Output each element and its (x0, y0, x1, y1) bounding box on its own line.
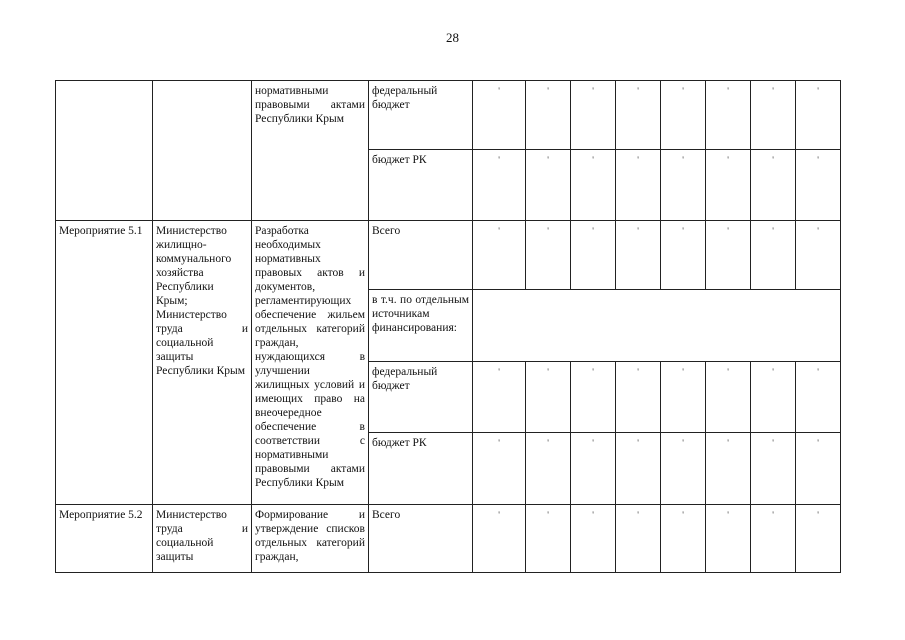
value-cell: ' (571, 362, 616, 433)
value-cell: ' (751, 433, 796, 505)
funding-source-cell: бюджет РК (369, 433, 473, 505)
value-cell: ' (751, 150, 796, 221)
value-cell: ' (706, 433, 751, 505)
value-cell: ' (661, 81, 706, 150)
event-cell: Мероприятие 5.1 (56, 221, 153, 505)
funding-source-cell: в т.ч. по отдельным источникам финансирования: (369, 290, 473, 362)
value-cell: ' (796, 150, 841, 221)
value-cell: ' (616, 221, 661, 290)
executor-cell: Министерство труда и социальной защиты (153, 505, 252, 573)
value-cell: ' (796, 81, 841, 150)
value-cell: ' (616, 433, 661, 505)
empty-span-cell (473, 290, 841, 362)
table-row (56, 221, 841, 290)
value-cell: ' (571, 505, 616, 573)
value-cell: ' (473, 433, 526, 505)
value-cell: ' (526, 433, 571, 505)
value-cell: ' (526, 505, 571, 573)
value-cell: ' (706, 221, 751, 290)
value-cell: ' (796, 505, 841, 573)
value-cell: ' (526, 150, 571, 221)
value-cell: ' (616, 362, 661, 433)
table-row (56, 505, 841, 573)
page-number: 28 (446, 30, 459, 45)
value-cell: ' (526, 362, 571, 433)
value-cell: ' (706, 81, 751, 150)
funding-source-cell: Всего (369, 221, 473, 290)
description-cell: Формирование и утверждение списков отдельных категорий граждан, (252, 505, 369, 573)
value-cell: ' (473, 81, 526, 150)
value-cell: ' (473, 505, 526, 573)
value-cell: ' (796, 221, 841, 290)
value-cell: ' (616, 150, 661, 221)
funding-source-cell: бюджет РК (369, 150, 473, 221)
executor-cell (153, 81, 252, 221)
value-cell: ' (526, 81, 571, 150)
value-cell: ' (473, 150, 526, 221)
value-cell: ' (751, 221, 796, 290)
value-cell: ' (526, 221, 571, 290)
funding-source-cell: Всего (369, 505, 473, 573)
value-cell: ' (571, 433, 616, 505)
funding-source-cell: федеральный бюджет (369, 362, 473, 433)
funding-source-cell: федеральный бюджет (369, 81, 473, 150)
value-cell: ' (706, 505, 751, 573)
value-cell: ' (661, 221, 706, 290)
value-cell: ' (751, 505, 796, 573)
value-cell: ' (661, 150, 706, 221)
value-cell: ' (706, 150, 751, 221)
value-cell: ' (571, 150, 616, 221)
value-cell: ' (616, 505, 661, 573)
financing-table (55, 80, 841, 573)
value-cell: ' (473, 362, 526, 433)
value-cell: ' (706, 362, 751, 433)
value-cell: ' (661, 362, 706, 433)
value-cell: ' (616, 81, 661, 150)
value-cell: ' (661, 505, 706, 573)
value-cell: ' (751, 81, 796, 150)
description-cell: Разработка необходимых нормативных правовых актов и документов, регламентирующих обеспечение жильем отдельных категорий граждан, нуждающихся в улучшении жилищных условий и имеющих право на внеочередное обеспечение в соответствии с нормативными правовыми актами Республики Крым (252, 221, 369, 505)
value-cell: ' (751, 362, 796, 433)
value-cell: ' (796, 362, 841, 433)
table-row (56, 81, 841, 150)
event-cell (56, 81, 153, 221)
description-cell: нормативными правовыми актами Республики Крым (252, 81, 369, 221)
event-cell: Мероприятие 5.2 (56, 505, 153, 573)
executor-cell: Министерство жилищно-коммунального хозяйства Республики Крым; Министерство труда и социальной защиты Республики Крым (153, 221, 252, 505)
value-cell: ' (473, 221, 526, 290)
value-cell: ' (661, 433, 706, 505)
value-cell: ' (796, 433, 841, 505)
value-cell: ' (571, 81, 616, 150)
value-cell: ' (571, 221, 616, 290)
